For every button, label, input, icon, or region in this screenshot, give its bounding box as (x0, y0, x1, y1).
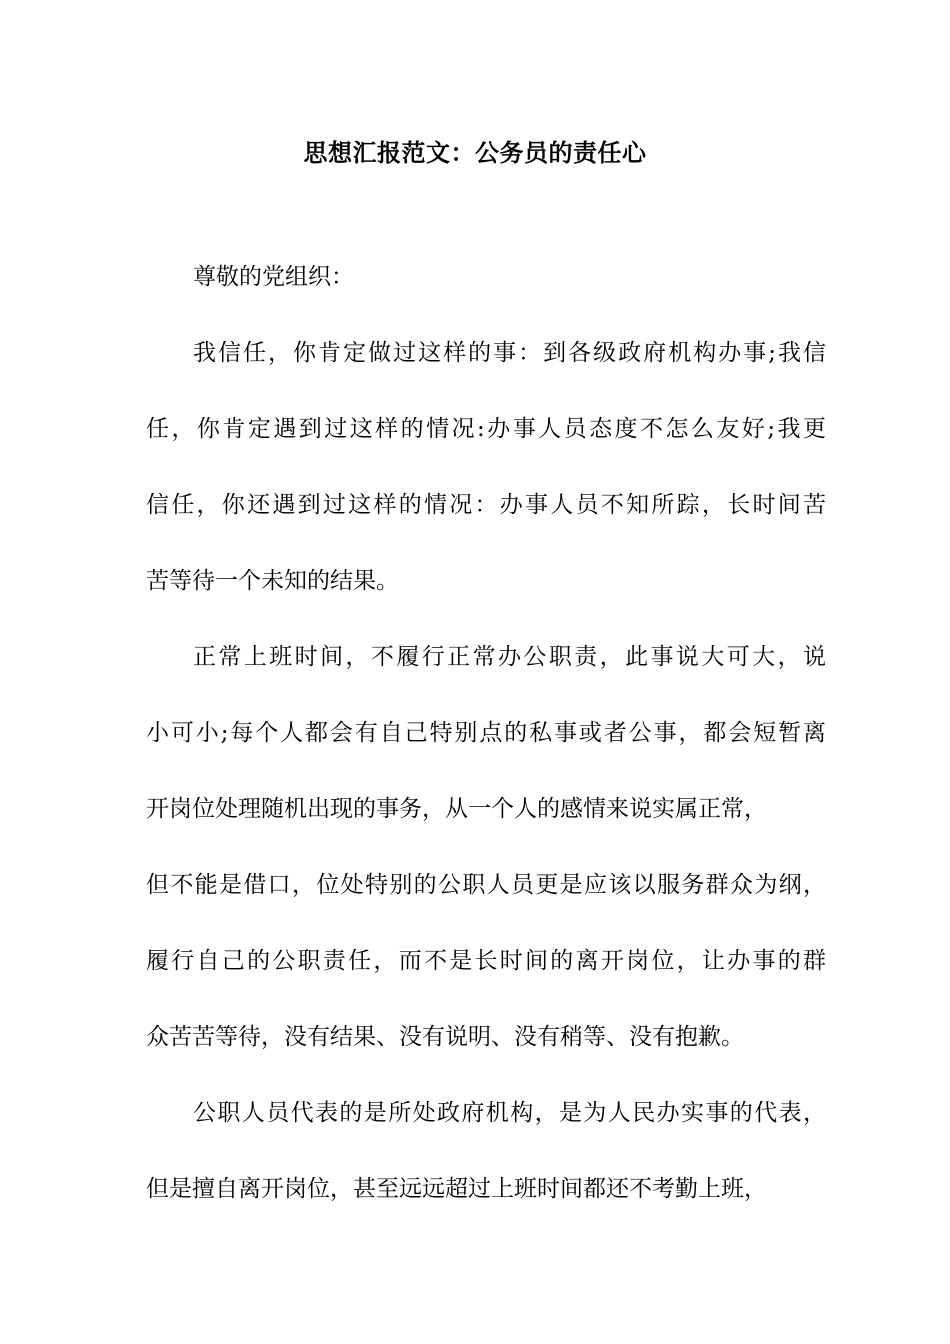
paragraph-line: 小可小;每个人都会有自己特别点的私事或者公事，都会短暂离 (146, 720, 826, 746)
paragraph-line: 苦等待一个未知的结果。 (146, 568, 399, 594)
paragraph-line: 信任，你还遇到过这样的情况：办事人员不知所踪，长时间苦 (146, 492, 826, 518)
paragraph-line: 履行自己的公职责任，而不是长时间的离开岗位，让办事的群 (146, 948, 826, 974)
paragraph-line: 众苦苦等待，没有结果、没有说明、没有稍等、没有抱歉。 (146, 1024, 744, 1050)
paragraph-line: 开岗位处理随机出现的事务，从一个人的感情来说实属正常， (146, 796, 767, 822)
paragraph-line: 但是擅自离开岗位，甚至远远超过上班时间都还不考勤上班， (146, 1176, 767, 1202)
paragraph-line: 正常上班时间，不履行正常办公职责，此事说大可大，说 (193, 644, 826, 670)
paragraph-line: 但不能是借口，位处特别的公职人员更是应该以服务群众为纲， (146, 872, 826, 898)
salutation-line: 尊敬的党组织： (193, 264, 354, 290)
document-title: 思想汇报范文：公务员的责任心 (303, 139, 647, 167)
paragraph-line: 我信任，你肯定做过这样的事：到各级政府机构办事;我信 (193, 340, 826, 366)
paragraph-line: 任，你肯定遇到过这样的情况:办事人员态度不怎么友好;我更 (146, 416, 826, 442)
paragraph-line: 公职人员代表的是所处政府机构，是为人民办实事的代表， (193, 1100, 826, 1126)
